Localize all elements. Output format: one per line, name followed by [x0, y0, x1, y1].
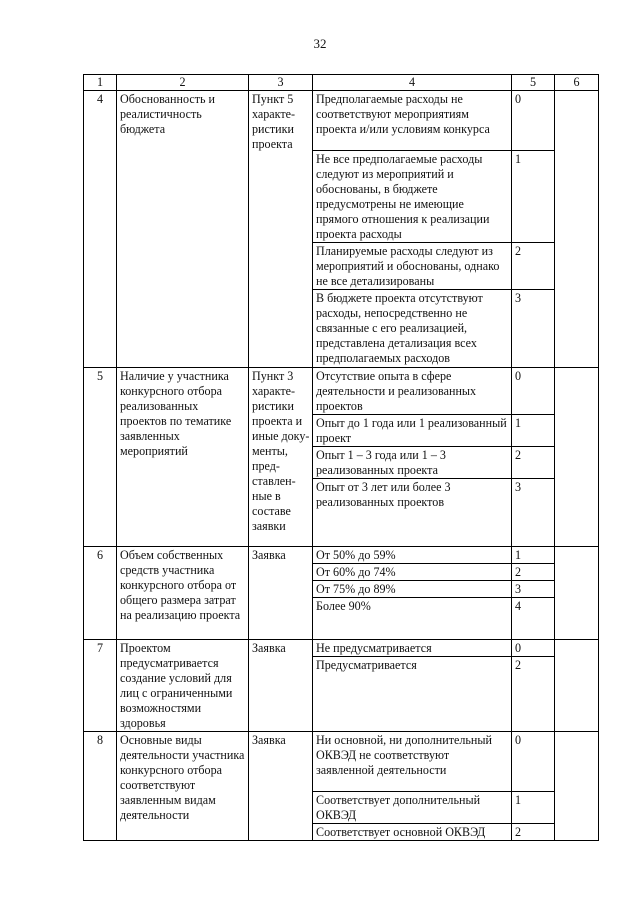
option-score: 1 [512, 792, 555, 824]
option-text: Соответствует основной ОКВЭД [313, 824, 512, 841]
criterion-source: Пункт 3 характе-ристики проекта и иные доку-менты, пред-ставлен-ные в составе заявки [249, 368, 313, 547]
option-score: 2 [512, 564, 555, 581]
option-score: 3 [512, 290, 555, 368]
option-score: 3 [512, 581, 555, 598]
option-score: 2 [512, 824, 555, 841]
criterion-number: 4 [84, 91, 117, 368]
criterion-name: Обоснованность и реалистичность бюджета [117, 91, 249, 368]
criterion-source: Заявка [249, 732, 313, 841]
empty-cell [555, 732, 599, 841]
criterion-source: Заявка [249, 640, 313, 732]
option-text: Предполагаемые расходы не соответствуют мероприятиям проекта и/или условиям конкурса [313, 91, 512, 151]
option-score: 1 [512, 547, 555, 564]
header-cell: 2 [117, 75, 249, 91]
option-text: Соответствует дополнительный ОКВЭД [313, 792, 512, 824]
option-text: В бюджете проекта отсутствуют расходы, непосредственно не связанные с его реализацией, представлена детализация всех предполагаемых расходов [313, 290, 512, 368]
option-score: 3 [512, 479, 555, 547]
header-cell: 1 [84, 75, 117, 91]
criterion-source: Пункт 5 характе-ристики проекта [249, 91, 313, 368]
option-text: Опыт от 3 лет или более 3 реализованных проектов [313, 479, 512, 547]
table-header-row [84, 75, 599, 91]
empty-cell [555, 547, 599, 640]
option-text: Более 90% [313, 598, 512, 640]
table-row [84, 368, 599, 415]
criterion-name: Проектом предусматривается создание условий для лиц с ограниченными возможностями здоровья [117, 640, 249, 732]
criterion-source: Заявка [249, 547, 313, 640]
option-text: Не предусматривается [313, 640, 512, 657]
criterion-number: 6 [84, 547, 117, 640]
option-score: 4 [512, 598, 555, 640]
criterion-name: Основные виды деятельности участника конкурсного отбора соответствуют заявленным видам деятельности [117, 732, 249, 841]
option-score: 2 [512, 657, 555, 732]
criterion-number: 7 [84, 640, 117, 732]
criterion-name: Наличие у участника конкурсного отбора реализованных проектов по тематике заявленных мероприятий [117, 368, 249, 547]
option-text: Предусматривается [313, 657, 512, 732]
option-text: Опыт до 1 года или 1 реализованный проект [313, 415, 512, 447]
option-text: Не все предполагаемые расходы следуют из мероприятий и обоснованы, в бюджете предусмотрены не имеющие прямого отношения к реализации проекта расходы [313, 151, 512, 243]
criterion-number: 5 [84, 368, 117, 547]
header-cell: 5 [512, 75, 555, 91]
header-cell: 3 [249, 75, 313, 91]
empty-cell [555, 640, 599, 732]
option-score: 2 [512, 447, 555, 479]
header-cell: 4 [313, 75, 512, 91]
option-score: 0 [512, 640, 555, 657]
option-score: 1 [512, 151, 555, 243]
option-text: Опыт 1 – 3 года или 1 – 3 реализованных проекта [313, 447, 512, 479]
table-row [84, 91, 599, 151]
option-text: От 50% до 59% [313, 547, 512, 564]
option-score: 0 [512, 732, 555, 792]
empty-cell [555, 91, 599, 368]
option-text: От 75% до 89% [313, 581, 512, 598]
criteria-table [83, 74, 599, 841]
option-text: Ни основной, ни дополнительный ОКВЭД не соответствуют заявленной деятельности [313, 732, 512, 792]
header-cell: 6 [555, 75, 599, 91]
criterion-number: 8 [84, 732, 117, 841]
table-row [84, 547, 599, 564]
option-text: От 60% до 74% [313, 564, 512, 581]
option-score: 0 [512, 91, 555, 151]
option-score: 1 [512, 415, 555, 447]
option-score: 2 [512, 243, 555, 290]
option-score: 0 [512, 368, 555, 415]
option-text: Планируемые расходы следуют из мероприятий и обоснованы, однако не все детализированы [313, 243, 512, 290]
criterion-name: Объем собственных средств участника конкурсного отбора от общего размера затрат на реализацию проекта [117, 547, 249, 640]
empty-cell [555, 368, 599, 547]
table-row [84, 732, 599, 792]
table-row [84, 640, 599, 657]
page-number: 32 [313, 36, 327, 51]
option-text: Отсутствие опыта в сфере деятельности и реализованных проектов [313, 368, 512, 415]
